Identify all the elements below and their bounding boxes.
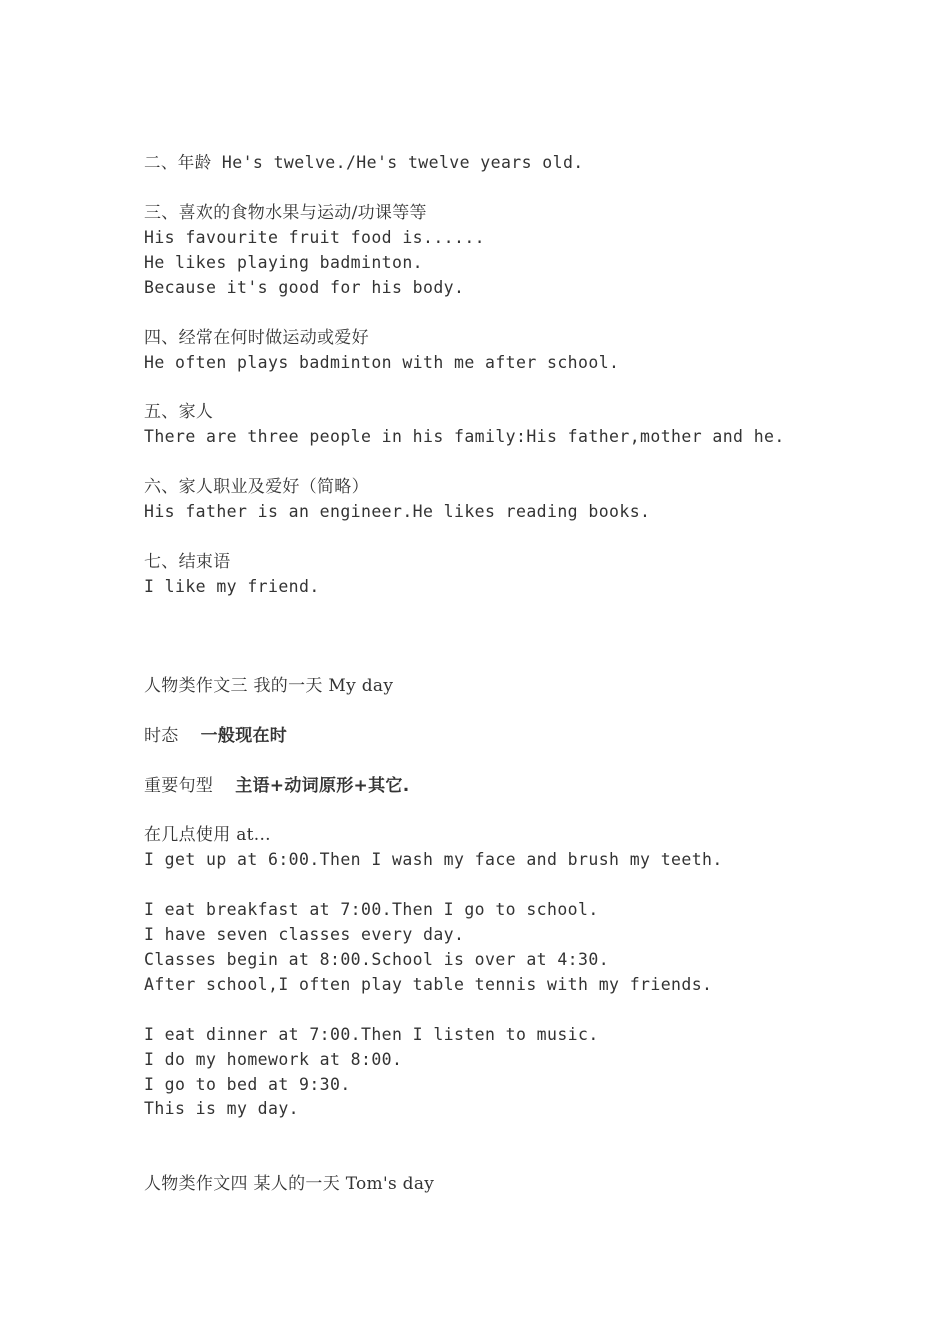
day-line-1: I eat breakfast at 7:00.Then I go to school. [144,900,599,919]
tense-row [144,724,287,748]
section-age-heading: 二、年龄 He's twelve./He's twelve years old. [144,153,584,172]
favourites-line-2: He likes playing badminton. [144,253,424,272]
pattern-value: 主语+动词原形+其它. [235,776,410,796]
section-favourites-heading: 三、喜欢的食物水果与运动/功课等等 [144,203,427,223]
evening-line-1: I eat dinner at 7:00.Then I listen to music. [144,1025,599,1044]
section-conclusion-heading: 七、结束语 [144,552,231,572]
tense-value: 一般现在时 [200,726,288,746]
morning-line-1: I get up at 6:00.Then I wash my face and brush my teeth. [144,850,723,869]
evening-line-4: This is my day. [144,1099,300,1118]
section-family-heading: 五、家人 [144,402,214,422]
conclusion-line-1: I like my friend. [144,577,320,596]
favourites-line-3: Because it's good for his body. [144,278,465,297]
day-line-2: I have seven classes every day. [144,925,465,944]
pattern-label: 重要句型 [144,776,214,796]
day-line-4: After school,I often play table tennis with my friends. [144,975,713,994]
hobby-time-line-1: He often plays badminton with me after school. [144,353,620,372]
evening-line-2: I do my homework at 8:00. [144,1050,403,1069]
time-usage-tip: 在几点使用 at... [144,825,271,845]
evening-line-3: I go to bed at 9:30. [144,1075,351,1094]
essay-4-title: 人物类作文四 某人的一天 Tom's day [144,1174,435,1194]
day-line-3: Classes begin at 8:00.School is over at 4:30. [144,950,610,969]
essay-3-title: 人物类作文三 我的一天 My day [144,676,394,696]
family-line-1: There are three people in his family:His father,mother and he. [144,427,785,446]
pattern-row [144,774,409,798]
family-jobs-line-1: His father is an engineer.He likes reading books. [144,502,651,521]
favourites-line-1: His favourite fruit food is...... [144,228,486,247]
section-family-jobs-heading: 六、家人职业及爱好（简略） [144,477,369,497]
section-hobby-time-heading: 四、经常在何时做运动或爱好 [144,328,369,348]
tense-label: 时态 [144,726,179,746]
